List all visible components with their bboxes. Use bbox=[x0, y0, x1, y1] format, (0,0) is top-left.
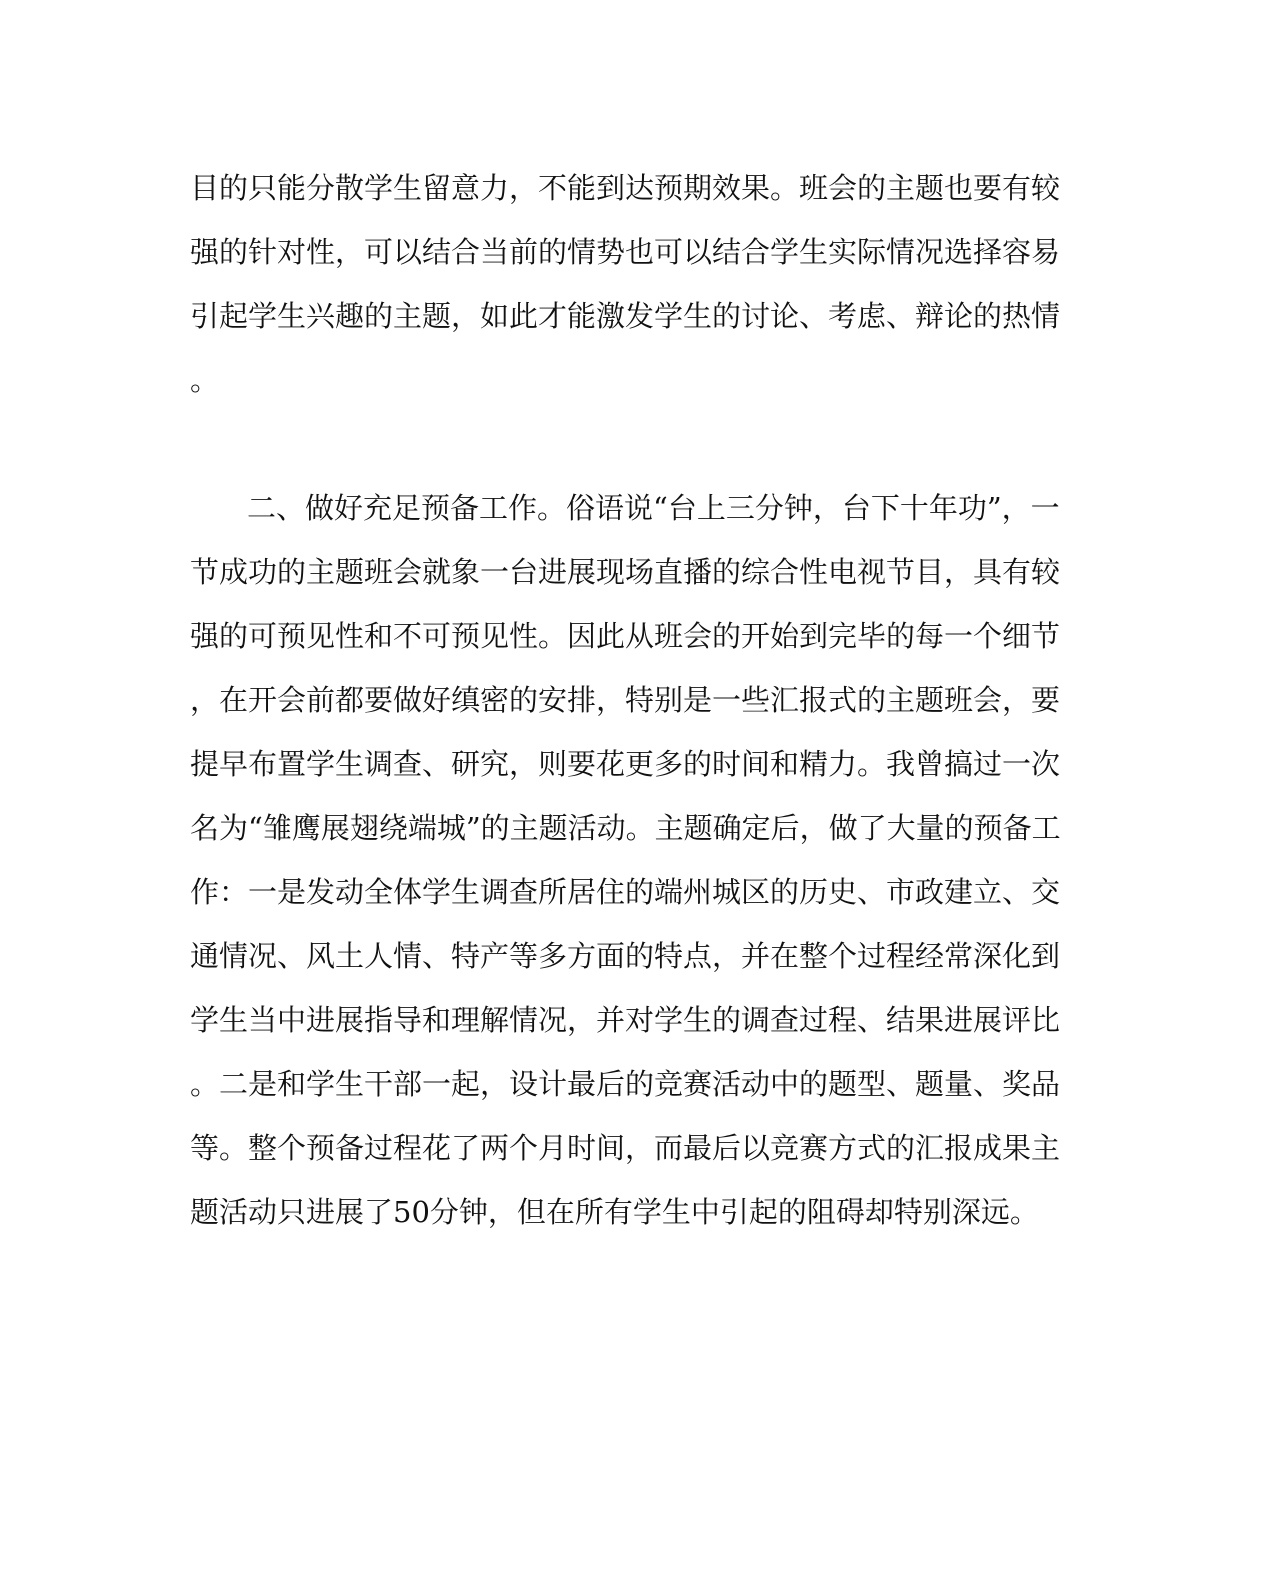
paragraph-line: 引起学生兴趣的主题，如此才能激发学生的讨论、考虑、辩论的热情 bbox=[190, 299, 1061, 333]
paragraph-line: 名为“雏鹰展翅绕端城”的主题活动。主题确定后，做了大量的预备工 bbox=[190, 811, 1061, 845]
paragraph-line: 通情况、风土人情、特产等多方面的特点，并在整个过程经常深化到 bbox=[190, 939, 1061, 973]
paragraph-line: ，在开会前都要做好缜密的安排，特别是一些汇报式的主题班会，要 bbox=[190, 683, 1061, 717]
paragraph-line: 节成功的主题班会就象一台进展现场直播的综合性电视节目，具有较 bbox=[190, 555, 1061, 589]
paragraph-line: 。 bbox=[190, 363, 220, 397]
paragraph-line: 强的可预见性和不可预见性。因此从班会的开始到完毕的每一个细节 bbox=[190, 619, 1061, 653]
paragraph-line: 提早布置学生调查、研究，则要花更多的时间和精力。我曾搞过一次 bbox=[190, 747, 1061, 781]
paragraph-line: 学生当中进展指导和理解情况，并对学生的调查过程、结果进展评比 bbox=[190, 1003, 1061, 1037]
paragraph-line: 目的只能分散学生留意力，不能到达预期效果。班会的主题也要有较 bbox=[190, 171, 1061, 205]
paragraph-line: 强的针对性，可以结合当前的情势也可以结合学生实际情况选择容易 bbox=[190, 235, 1061, 269]
paragraph-line: 。二是和学生干部一起，设计最后的竞赛活动中的题型、题量、奖品 bbox=[190, 1067, 1061, 1101]
paragraph-line: 题活动只进展了50分钟，但在所有学生中引起的阻碍却特别深远。 bbox=[190, 1195, 1039, 1229]
paragraph-line: 作：一是发动全体学生调查所居住的端州城区的历史、市政建立、交 bbox=[190, 875, 1061, 909]
paragraph-line: 等。整个预备过程花了两个月时间，而最后以竞赛方式的汇报成果主 bbox=[190, 1131, 1061, 1165]
paragraph-line: 二、做好充足预备工作。俗语说“台上三分钟，台下十年功”，一 bbox=[247, 491, 1060, 525]
